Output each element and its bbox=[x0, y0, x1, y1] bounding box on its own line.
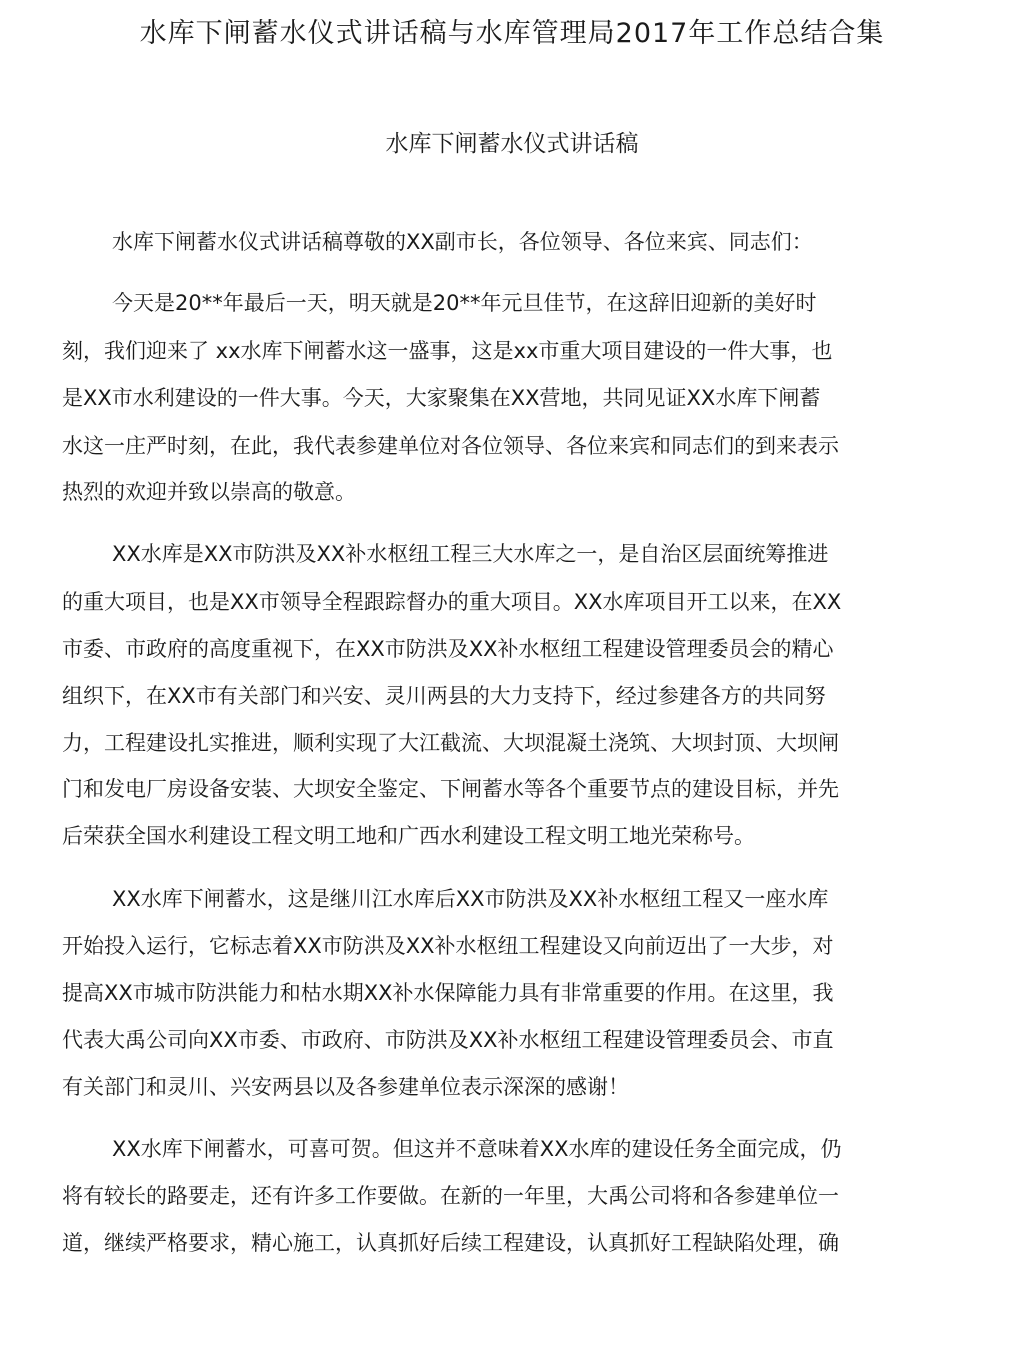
body-line: 将有较长的路要走，还有许多工作要做。在新的一年里，大禹公司将和各参建单位一 bbox=[62, 1184, 839, 1208]
body-line: 提高XX市城市防洪能力和枯水期XX补水保障能力具有非常重要的作用。在这里，我 bbox=[62, 981, 834, 1005]
body-line: 今天是20**年最后一天，明天就是20**年元旦佳节，在这辞旧迎新的美好时 bbox=[112, 291, 817, 315]
document-title: 水库下闸蓄水仪式讲话稿与水库管理局2017年工作总结合集 bbox=[139, 18, 885, 49]
body-line: XX水库是XX市防洪及XX补水枢纽工程三大水库之一，是自治区层面统筹推进 bbox=[112, 542, 829, 566]
body-line: 热烈的欢迎并致以崇高的敬意。 bbox=[62, 480, 356, 504]
body-line: 开始投入运行，它标志着XX市防洪及XX补水枢纽工程建设又向前迈出了一大步，对 bbox=[62, 934, 834, 958]
body-line: 道，继续严格要求，精心施工，认真抓好后续工程建设，认真抓好工程缺陷处理，确 bbox=[62, 1231, 839, 1255]
body-line: XX水库下闸蓄水，可喜可贺。但这并不意味着XX水库的建设任务全面完成，仍 bbox=[112, 1137, 842, 1161]
body-line: 是XX市水利建设的一件大事。今天，大家聚集在XX营地，共同见证XX水库下闸蓄 bbox=[62, 386, 821, 410]
body-line: 刻，我们迎来了 xx水库下闸蓄水这一盛事，这是xx市重大项目建设的一件大事，也 bbox=[62, 339, 833, 363]
body-line: 后荣获全国水利建设工程文明工地和广西水利建设工程文明工地光荣称号。 bbox=[62, 824, 755, 848]
section-title: 水库下闸蓄水仪式讲话稿 bbox=[385, 131, 639, 157]
body-line: 的重大项目，也是XX市领导全程跟踪督办的重大项目。XX水库项目开工以来，在XX bbox=[62, 590, 842, 614]
body-line: 市委、市政府的高度重视下，在XX市防洪及XX补水枢纽工程建设管理委员会的精心 bbox=[62, 637, 834, 661]
body-line: 水这一庄严时刻，在此，我代表参建单位对各位领导、各位来宾和同志们的到来表示 bbox=[62, 434, 839, 458]
body-line: 组织下，在XX市有关部门和兴安、灵川两县的大力支持下，经过参建各方的共同努 bbox=[62, 684, 826, 708]
body-line: 有关部门和灵川、兴安两县以及各参建单位表示深深的感谢！ bbox=[62, 1075, 629, 1099]
body-line: 水库下闸蓄水仪式讲话稿尊敬的XX副市长，各位领导、各位来宾、同志们： bbox=[112, 230, 813, 254]
body-line: XX水库下闸蓄水，这是继川江水库后XX市防洪及XX补水枢纽工程又一座水库 bbox=[112, 887, 829, 911]
body-line: 门和发电厂房设备安装、大坝安全鉴定、下闸蓄水等各个重要节点的建设目标，并先 bbox=[62, 777, 839, 801]
body-line: 代表大禹公司向XX市委、市政府、市防洪及XX补水枢纽工程建设管理委员会、市直 bbox=[62, 1028, 834, 1052]
body-line: 力，工程建设扎实推进，顺利实现了大江截流、大坝混凝土浇筑、大坝封顶、大坝闸 bbox=[62, 731, 839, 755]
